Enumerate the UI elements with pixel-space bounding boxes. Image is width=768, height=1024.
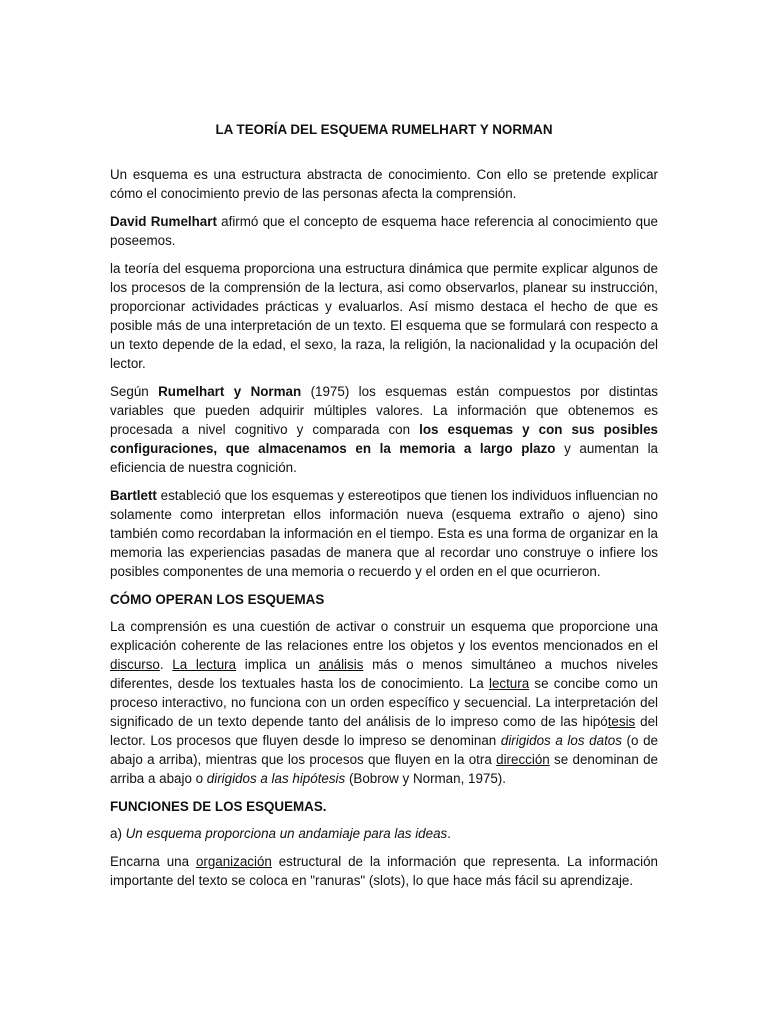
paragraph-comprehension bbox=[110, 617, 658, 788]
link-tesis[interactable]: tesis bbox=[607, 714, 636, 729]
text-run: (o de abajo a arriba), mientras que los procesos que fluyen en la otra bbox=[110, 733, 658, 767]
author-names: Rumelhart y Norman bbox=[158, 384, 302, 399]
paragraph-text: estableció que los esquemas y estereotipos que tienen los individuos influencian no solamente como interpretan ellos información nueva (esquema extraño o ajeno) sino también como recordaban la información en el tiempo. Esta es una forma de organizar en la memoria las experiencias pasadas de manera que al recordar uno construye o infiere los posibles componentes de una memoria o recuerdo y el orden en el que ocurrieron. bbox=[110, 488, 658, 579]
author-name: David Rumelhart bbox=[110, 214, 217, 229]
link-lectura[interactable]: lectura bbox=[488, 676, 530, 691]
text-run: estructural de la información que representa. La información importante del texto se coloca en "ranuras" (slots), lo que hace más fácil su aprendizaje. bbox=[110, 854, 658, 888]
document-body bbox=[110, 120, 658, 899]
text-run: más o menos simultáneo a muchos niveles diferentes, desde los textuales hasta los de conocimiento. La bbox=[110, 657, 658, 691]
bold-phrase: los esquemas y con sus posibles configuraciones, que almacenamos en la memoria a largo plazo bbox=[110, 422, 658, 456]
paragraph-organization bbox=[110, 852, 658, 890]
link-analisis[interactable]: análisis bbox=[318, 657, 364, 672]
link-direccion[interactable]: dirección bbox=[496, 752, 550, 767]
text-run: implica un bbox=[236, 657, 319, 672]
text-run: Según bbox=[110, 384, 159, 399]
paragraph-function-a bbox=[110, 824, 658, 843]
section-heading-functions: FUNCIONES DE LOS ESQUEMAS. bbox=[110, 799, 327, 814]
paragraph-theory bbox=[110, 259, 658, 373]
document-title: LA TEORÍA DEL ESQUEMA RUMELHART Y NORMAN bbox=[215, 122, 553, 137]
paragraph-bartlett bbox=[110, 486, 658, 581]
text-run: y aumentan la eficiencia de nuestra cognición. bbox=[110, 441, 658, 475]
text-run: (Bobrow y Norman, 1975). bbox=[345, 771, 506, 786]
text-run: . bbox=[159, 657, 173, 672]
paragraph-rumelhart bbox=[110, 212, 658, 250]
italic-phrase: Un esquema proporciona un andamiaje para las ideas bbox=[125, 826, 448, 841]
paragraph-definition bbox=[110, 165, 658, 203]
list-marker: a) bbox=[110, 826, 126, 841]
link-discurso[interactable]: discurso bbox=[110, 657, 160, 672]
paragraph-text: Un esquema es una estructura abstracta de conocimiento. Con ello se pretende explicar cómo el conocimiento previo de las personas afecta la comprensión. bbox=[110, 167, 658, 201]
text-run: del lector. Los procesos que fluyen desde lo impreso se denominan bbox=[110, 714, 658, 748]
text-run: (1975) los esquemas están compuestos por distintas variables que pueden adquirir múltiples valores. La información que obtenemos es procesada a nivel cognitivo y comparada con bbox=[110, 384, 658, 437]
italic-phrase: dirigidos a los datos bbox=[500, 733, 622, 748]
text-run: se denominan de arriba a abajo o bbox=[110, 752, 658, 786]
italic-phrase: dirigidos a las hipótesis bbox=[206, 771, 346, 786]
paragraph-rumelhart-norman bbox=[110, 382, 658, 477]
link-la-lectura[interactable]: La lectura bbox=[172, 657, 237, 672]
text-run: La comprensión es una cuestión de activar o construir un esquema que proporcione una explicación coherente de las relaciones entre los objetos y los eventos mencionados en el bbox=[110, 619, 658, 653]
paragraph-text: afirmó que el concepto de esquema hace referencia al conocimiento que poseemos. bbox=[110, 214, 659, 248]
section-heading-operation: CÓMO OPERAN LOS ESQUEMAS bbox=[110, 592, 325, 607]
text-run: se concibe como un proceso interactivo, no funciona con un orden específico y secuencial. La interpretación del significado de un texto depende tanto del análisis de lo impreso como de las hipó bbox=[110, 676, 658, 729]
author-name: Bartlett bbox=[110, 488, 157, 503]
text-run: Encarna una bbox=[110, 854, 196, 869]
text-run: . bbox=[447, 826, 451, 841]
paragraph-text: la teoría del esquema proporciona una estructura dinámica que permite explicar algunos de los procesos de la comprensión de la lectura, asi como observarlos, planear su instrucción, proporcionar actividades prácticas y evaluarlos. Así mismo destaca el hecho de que es posible más de una interpretación de un texto. El esquema que se formulará con respecto a un texto depende de la edad, el sexo, la raza, la religión, la nacionalidad y la ocupación del lector. bbox=[110, 261, 658, 371]
link-organizacion[interactable]: organización bbox=[195, 854, 272, 869]
